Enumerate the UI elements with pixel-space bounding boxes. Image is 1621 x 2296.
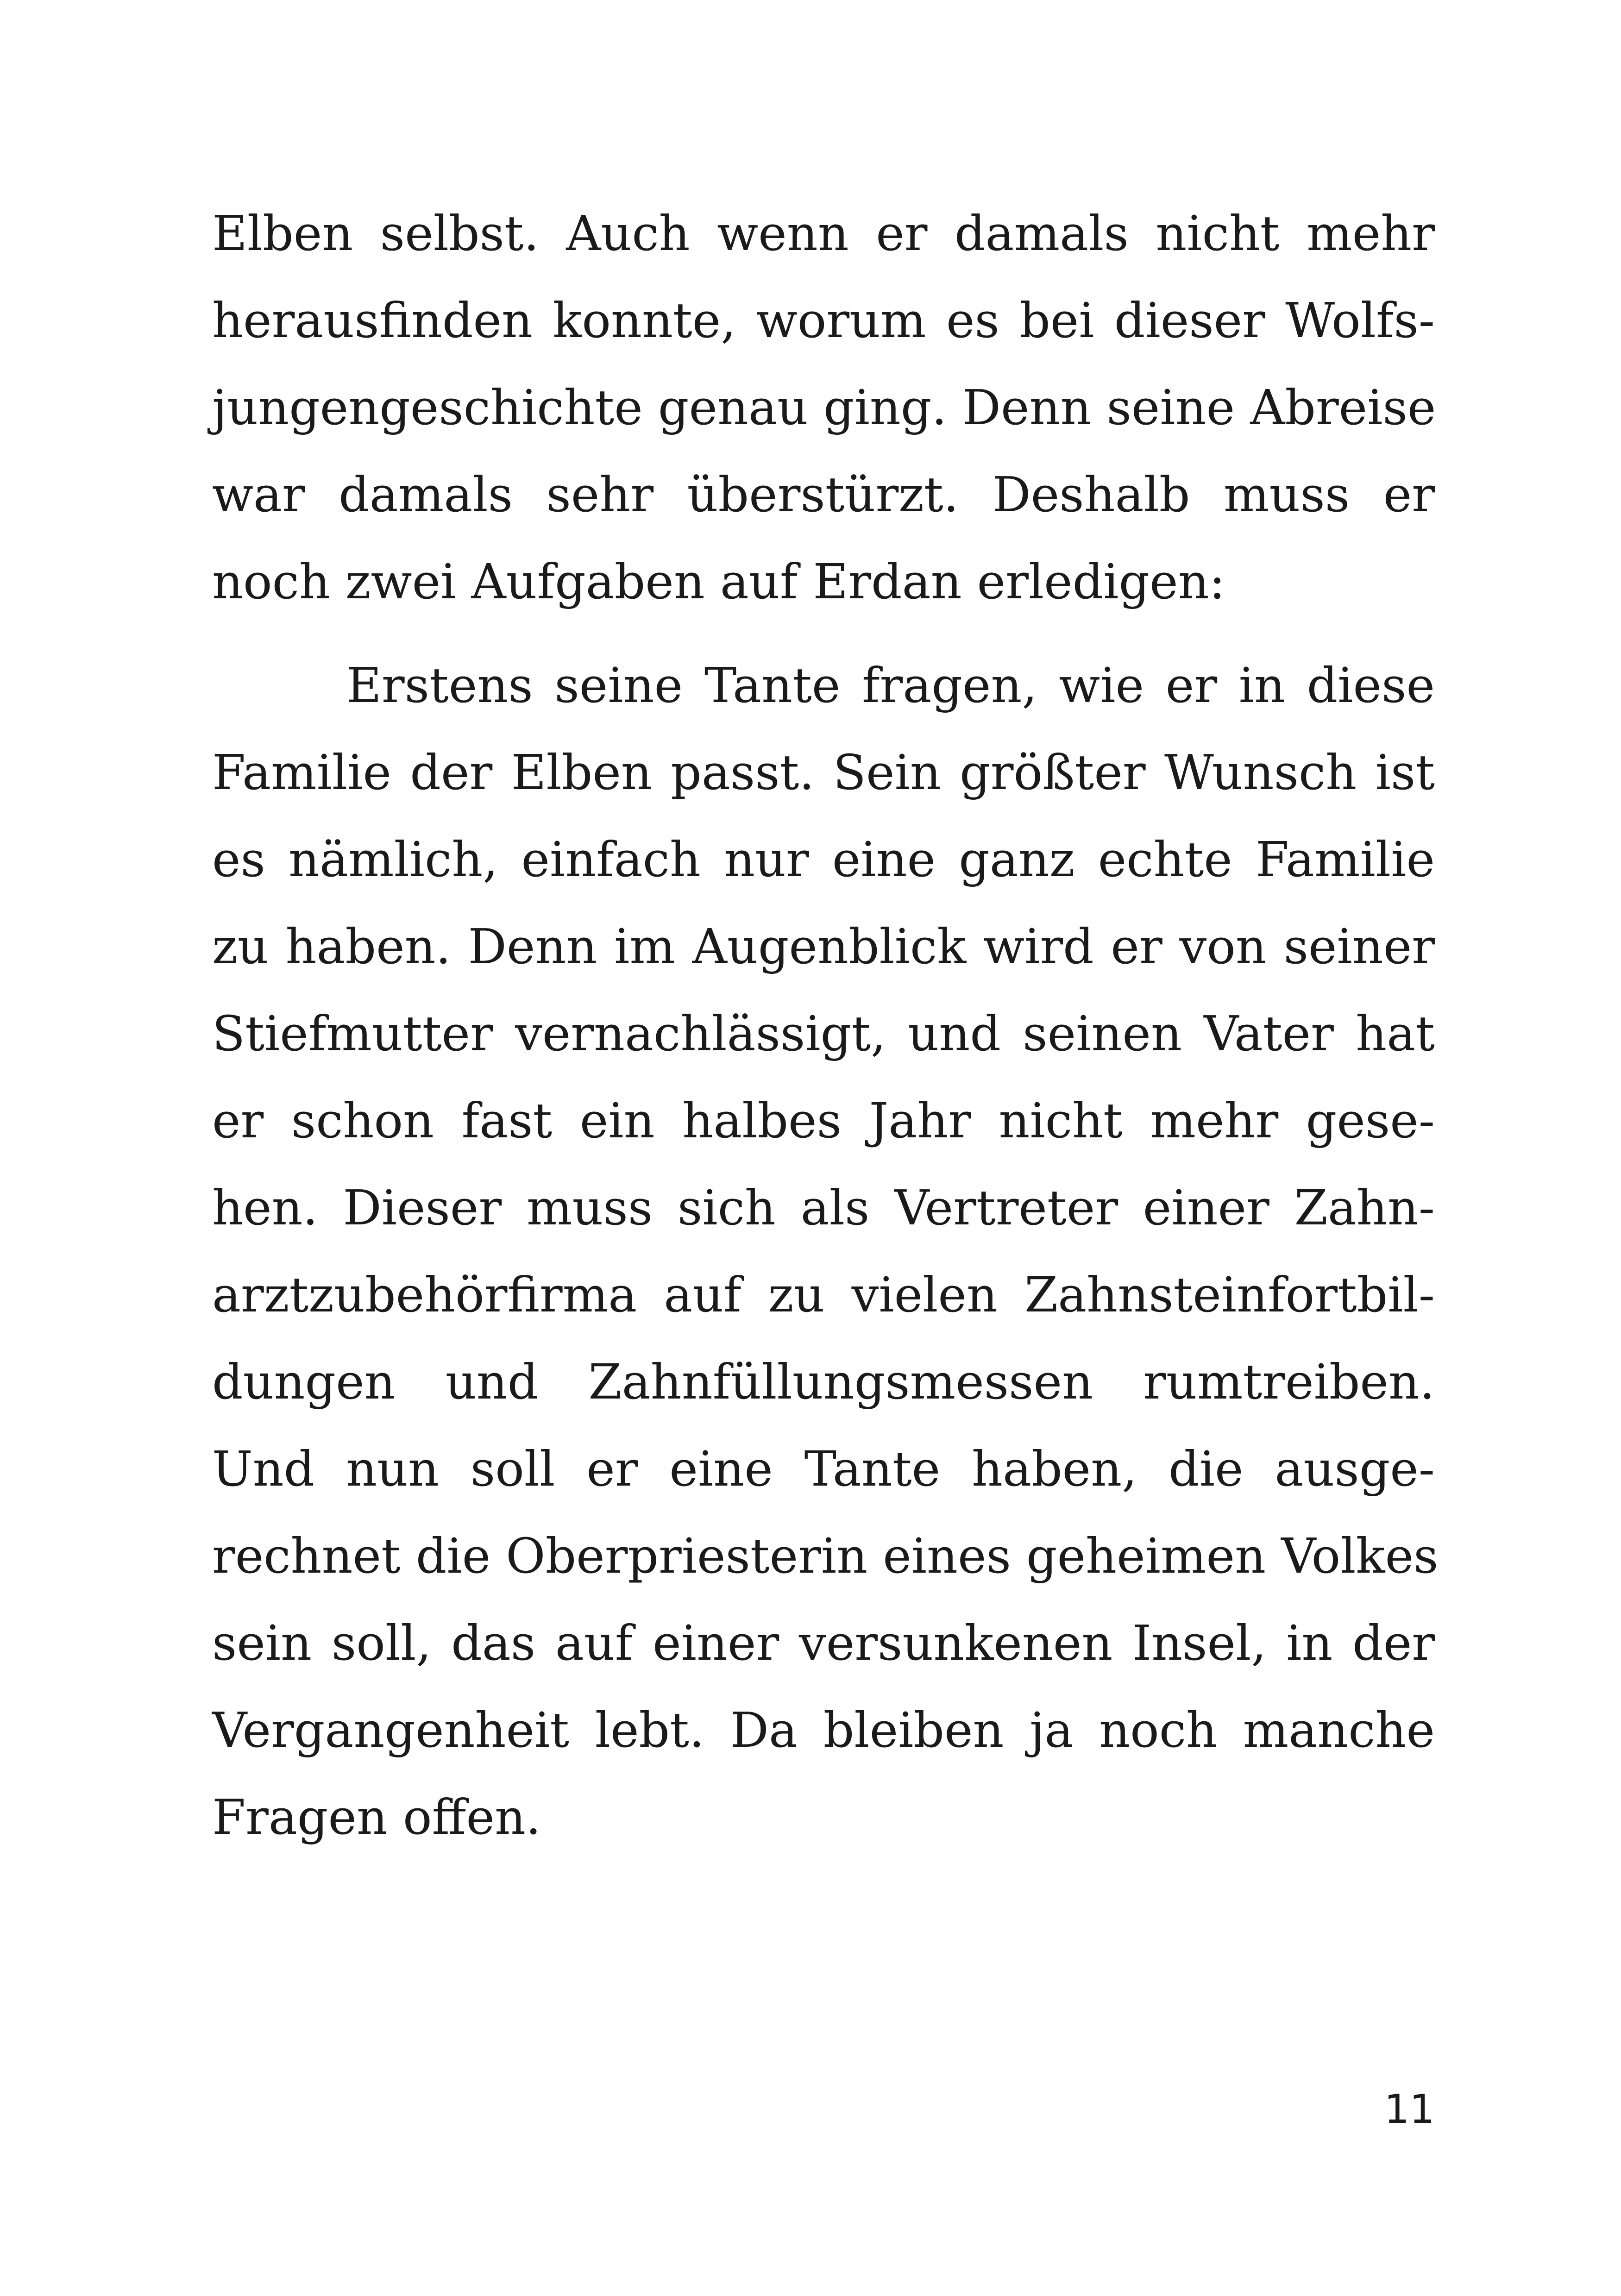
paragraph-1	[212, 190, 1435, 625]
text-line: Und nun soll er eine Tante haben, die ausge-	[212, 1441, 1435, 1497]
text-line: es nämlich, einfach nur eine ganz echte Familie	[212, 831, 1435, 888]
text-line: Familie der Elben passt. Sein größter Wunsch ist	[212, 744, 1435, 801]
text-line: Vergangenheit lebt. Da bleiben ja noch manche	[212, 1702, 1435, 1758]
text-line: Stiefmutter vernachlässigt, und seinen Vater hat	[212, 1005, 1435, 1062]
body-text	[212, 190, 1439, 1861]
text-line: rechnet die Oberpriesterin eines geheimen Volkes	[212, 1528, 1439, 1584]
text-line: er schon fast ein halbes Jahr nicht mehr gese-	[212, 1092, 1435, 1149]
text-line: herausfinden konnte, worum es bei dieser Wolfs-	[212, 292, 1435, 349]
text-line: Erstens seine Tante fragen, wie er in diese	[346, 657, 1435, 714]
paragraph-2	[212, 642, 1439, 1861]
text-line: noch zwei Aufgaben auf Erdan erledigen:	[212, 553, 1225, 610]
text-line: sein soll, das auf einer versunkenen Insel, in der	[212, 1615, 1435, 1671]
text-line: arztzubehörfirma auf zu vielen Zahnsteinfortbil-	[212, 1267, 1435, 1323]
text-line: Fragen offen.	[212, 1789, 541, 1845]
page-number: 11	[1384, 2086, 1435, 2133]
text-line: zu haben. Denn im Augenblick wird er von seiner	[212, 918, 1435, 975]
paragraph-gap	[212, 625, 1435, 642]
text-line: hen. Dieser muss sich als Vertreter einer Zahn-	[212, 1179, 1435, 1236]
text-line: dungen und Zahnfüllungsmessen rumtreiben.	[212, 1354, 1435, 1410]
text-line: war damals sehr überstürzt. Deshalb muss er	[212, 466, 1435, 523]
text-line: jungengeschichte genau ging. Denn seine Abreise	[212, 379, 1436, 436]
text-line: Elben selbst. Auch wenn er damals nicht mehr	[212, 205, 1435, 262]
